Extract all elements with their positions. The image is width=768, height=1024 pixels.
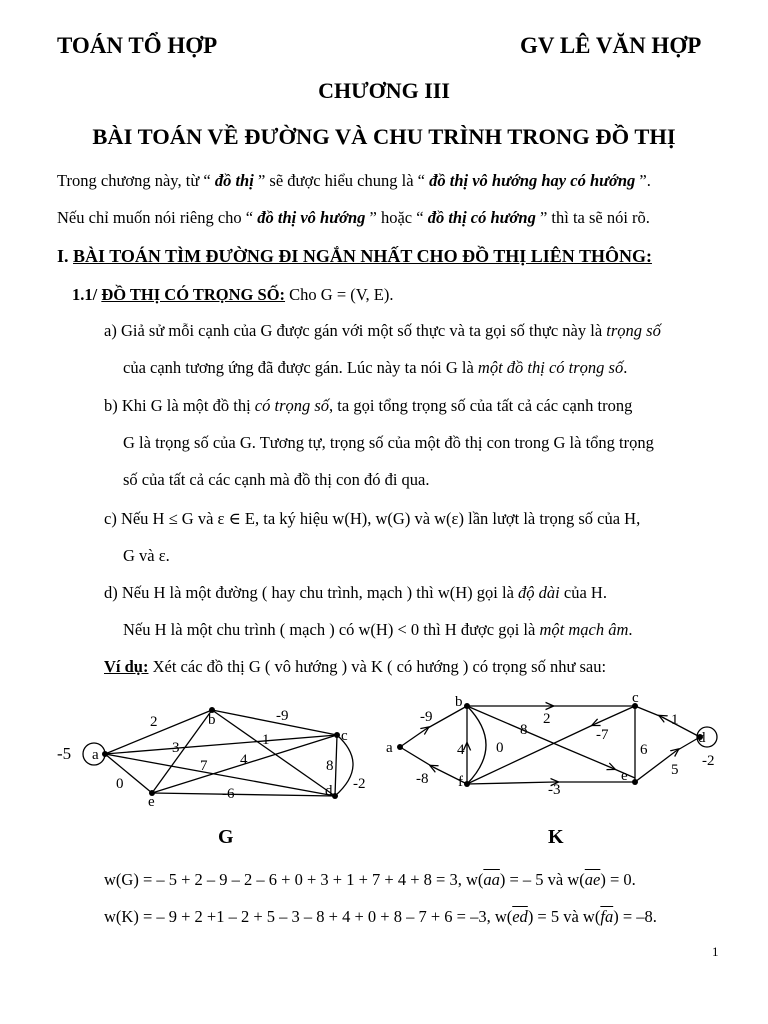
weight-ae: 0 xyxy=(116,776,124,792)
header-right: GV LÊ VĂN HỢP xyxy=(520,33,702,58)
weight-bc: -9 xyxy=(276,708,289,724)
graph-g-diagram xyxy=(52,690,382,820)
item-d-line-2: Nếu H là một chu trình ( mạch ) có w(H) < 0 thì H được gọi là một mạch âm. xyxy=(123,620,633,639)
page-number: 1 xyxy=(712,944,719,959)
weight-fa: -8 xyxy=(416,771,429,787)
weight-cd-curve: -2 xyxy=(353,776,366,792)
edge-ae xyxy=(105,754,152,793)
vertex-b xyxy=(464,703,470,709)
edge-ac xyxy=(105,735,337,754)
item-b-line-3: số của tất cả các cạnh mà đồ thị con đó đi qua. xyxy=(123,470,430,489)
edge-bf-curve xyxy=(467,706,486,784)
vertex-f xyxy=(464,781,470,787)
weight-ab: 2 xyxy=(150,714,158,730)
weight-dd: -2 xyxy=(702,753,715,769)
weight-bd: 1 xyxy=(262,732,270,748)
weight-be: 8 xyxy=(520,722,528,738)
weight-ab: -9 xyxy=(420,709,433,725)
vertex-label-c: c xyxy=(341,728,348,744)
section-heading: I. BÀI TOÁN TÌM ĐƯỜNG ĐI NGẮN NHẤT CHO ĐỒ THỊ LIÊN THÔNG: xyxy=(57,246,652,266)
item-a-line-2: của cạnh tương ứng đã được gán. Lúc này ta nói G là một đồ thị có trọng số. xyxy=(123,358,628,377)
vertex-label-d: d xyxy=(698,730,706,746)
vertex-label-d: d xyxy=(325,783,333,799)
page-title: BÀI TOÁN VỀ ĐƯỜNG VÀ CHU TRÌNH TRONG ĐỒ THỊ xyxy=(92,124,676,149)
weight-aa: -5 xyxy=(57,744,72,763)
item-b-line-2: G là trọng số của G. Tương tự, trọng số của một đồ thị con trong G là tổng trọng xyxy=(123,433,654,452)
edge-ad xyxy=(105,754,335,796)
weight-bf-curve: 0 xyxy=(496,740,504,756)
weight-ce: 6 xyxy=(640,742,648,758)
example-line: Ví dụ: Xét các đồ thị G ( vô hướng ) và K ( có hướng ) có trọng số như sau: xyxy=(104,657,607,676)
formula-w-k: w(K) = – 9 + 2 +1 – 2 + 5 – 3 – 8 + 4 + 0 + 8 – 7 + 6 = –3, $w(\overline{ed}) = 5$ và $w(\overline{fa}) = -8$. xyxy=(104,907,657,926)
edge-fa xyxy=(400,747,433,767)
intro-line-1: Trong chương này, từ “ đồ thị ” sẽ được hiểu chung là “ đồ thị vô hướng hay có hướng ”. xyxy=(57,171,651,190)
weight-ed: 5 xyxy=(671,762,679,778)
vertex-a xyxy=(102,751,108,757)
weight-dc: 1 xyxy=(671,712,679,728)
edge-cd-straight xyxy=(335,735,337,796)
vertex-label-b: b xyxy=(208,712,216,728)
vertex-label-b: b xyxy=(455,694,463,710)
graph-k-label: K xyxy=(548,826,564,848)
vertex-label-a: a xyxy=(386,740,393,756)
weight-cd: 8 xyxy=(326,758,334,774)
vertex-a xyxy=(397,744,403,750)
vertex-label-e: e xyxy=(621,768,628,784)
item-c-line-2: G và ε. xyxy=(123,546,170,565)
edge-ed xyxy=(152,793,335,796)
edge-ed xyxy=(676,737,700,751)
graph-g-label: G xyxy=(218,826,234,848)
edge-dc xyxy=(635,706,662,717)
item-c-line-1: c) Nếu H ≤ G và ε ∈ E, ta ký hiệu w(H), w(G) và w(ε) lần lượt là trọng số của H, xyxy=(104,509,641,528)
vertex-e xyxy=(632,779,638,785)
weight-be: 3 xyxy=(172,740,180,756)
weight-ed: -6 xyxy=(222,786,235,802)
header-left: TOÁN TỔ HỢP xyxy=(57,33,218,58)
vertex-label-a: a xyxy=(92,747,99,763)
subsection-heading: 1.1/ ĐỒ THỊ CÓ TRỌNG SỐ: Cho G = (V, E). xyxy=(72,285,394,304)
weight-ad: 7 xyxy=(200,758,208,774)
item-a-line-1: a) Giả sử mỗi cạnh của G được gán với một số thực và ta gọi số thực này là trọng số xyxy=(104,321,661,340)
vertex-label-f: f xyxy=(458,774,463,790)
item-d-line-1: d) Nếu H là một đường ( hay chu trình, mạch ) thì w(H) gọi là độ dài của H. xyxy=(104,583,607,602)
edge-cd-curve xyxy=(335,735,353,796)
vertex-d xyxy=(332,793,338,799)
vertex-label-c: c xyxy=(632,690,639,706)
chapter-heading: CHƯƠNG III xyxy=(318,78,450,103)
intro-line-2: Nếu chỉ muốn nói riêng cho “ đồ thị vô hướng ” hoặc “ đồ thị có hướng ” thì ta sẽ nói rõ. xyxy=(57,208,650,227)
vertex-label-e: e xyxy=(148,794,155,810)
graph-k-diagram xyxy=(380,690,725,820)
formula-w-g: w(G) = – 5 + 2 – 9 – 2 – 6 + 0 + 3 + 1 + 7 + 4 + 8 = 3, $w(\overline{aa})$ = – 5 và $w(\overline{ae}) = 0$. xyxy=(104,870,636,889)
weight-ec: 4 xyxy=(240,752,248,768)
vertex-c xyxy=(334,732,340,738)
weight-fb: 4 xyxy=(457,742,465,758)
weight-bc: 2 xyxy=(543,711,551,727)
item-b-line-1: b) Khi G là một đồ thị có trọng số, ta gọi tổng trọng số của tất cả các cạnh trong xyxy=(104,396,633,415)
weight-fe: -3 xyxy=(548,782,561,798)
weight-cf: -7 xyxy=(596,727,609,743)
